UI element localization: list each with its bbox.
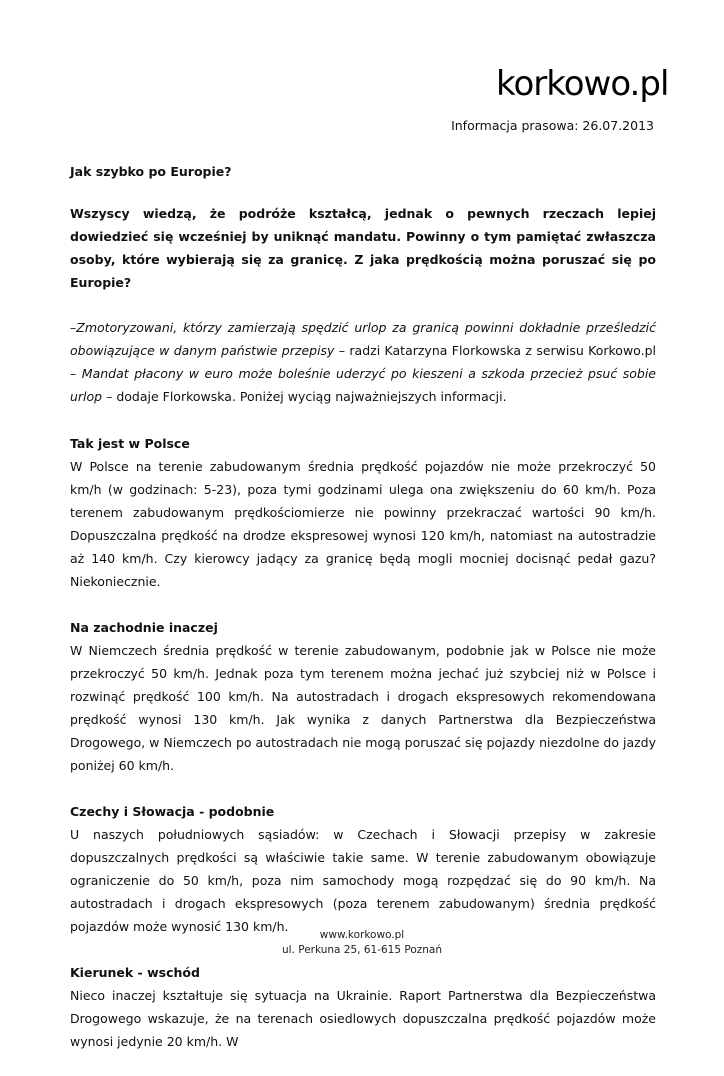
quote-part-4: – dodaje Florkowska. Poniżej wyciąg najważniejszych informacji. bbox=[102, 389, 507, 404]
press-release-date: Informacja prasowa: 26.07.2013 bbox=[451, 118, 654, 133]
section-body: Nieco inaczej kształtuje się sytuacja na Ukrainie. Raport Partnerstwa dla Bezpieczeństwa Drogowego wskazuje, że na terenach osiedlowych dopuszczalna prędkość pojazdów może wynosi jedynie 20 km/h. W bbox=[70, 988, 656, 1049]
section-west bbox=[70, 616, 656, 777]
section-heading: Czechy i Słowacja - podobnie bbox=[70, 804, 275, 819]
article-title: Jak szybko po Europie? bbox=[70, 164, 232, 179]
section-body: W Polsce na terenie zabudowanym średnia prędkość pojazdów nie może przekroczyć 50 km/h (w godzinach: 5-23), poza tymi godzinami ulega ona zwiększeniu do 60 km/h. Poza terenem zabudowanym prędkościomierze nie powinny przekraczać wartości 90 km/h. Dopuszczalna prędkość na drodze ekspresowej wynosi 120 km/h, natomiast na autostradzie aż 140 km/h. Czy kierowcy jadący za granicę będą mogli mocniej docisnąć pedał gazu? Niekoniecznie. bbox=[70, 459, 656, 589]
section-body: U naszych południowych sąsiadów: w Czechach i Słowacji przepisy w zakresie dopuszczalnych prędkości są właściwie takie same. W terenie zabudowanym obowiązuje ograniczenie do 50 km/h, poza nim samochody mogą rozpędzać się do 90 km/h. Na autostradach i drogach ekspresowych (poza terenem zabudowanym) średnia prędkość pojazdów może wynosić 130 km/h. bbox=[70, 827, 656, 934]
section-east bbox=[70, 961, 656, 1053]
footer-address: ul. Perkuna 25, 61-615 Poznań bbox=[281, 944, 443, 956]
article-lead: Wszyscy wiedzą, że podróże kształcą, jednak o pewnych rzeczach lepiej dowiedzieć się wcześniej by uniknąć mandatu. Powinny o tym pamiętać zwłaszcza osoby, które wybierają się za granicę. Z jaka prędkością można poruszać się po Europie? bbox=[70, 206, 656, 290]
quote-part-2: – radzi Katarzyna Florkowska z serwisu Korkowo.pl – bbox=[70, 343, 656, 381]
logo: korkowo.pl bbox=[496, 64, 669, 104]
footer-website: www.korkowo.pl bbox=[319, 929, 405, 941]
section-heading: Tak jest w Polsce bbox=[70, 436, 190, 451]
quote-part-3: Mandat płacony w euro może boleśnie uderzyć po kieszeni a szkoda przecież psuć sobie urlop bbox=[70, 366, 656, 404]
section-czech-slovakia bbox=[70, 800, 656, 938]
page-footer bbox=[0, 928, 724, 958]
article-quote bbox=[70, 316, 656, 408]
quote-part-1: –Zmotoryzowani, którzy zamierzają spędzić urlop za granicą powinni dokładnie prześledzić obowiązujące w danym państwie przepisy bbox=[70, 320, 656, 358]
section-heading: Kierunek - wschód bbox=[70, 965, 200, 980]
section-poland bbox=[70, 432, 656, 593]
section-body: W Niemczech średnia prędkość w terenie zabudowanym, podobnie jak w Polsce nie może przekroczyć 50 km/h. Jednak poza tym terenem można jechać już szybciej niż w Polsce i rozwinąć prędkość 100 km/h. Na autostradach i drogach ekspresowych rekomendowana prędkość wynosi 130 km/h. Jak wynika z danych Partnerstwa dla Bezpieczeństwa Drogowego, w Niemczech po autostradach nie mogą poruszać się pojazdy niezdolne do jazdy poniżej 60 km/h. bbox=[70, 643, 656, 773]
section-heading: Na zachodnie inaczej bbox=[70, 620, 218, 635]
